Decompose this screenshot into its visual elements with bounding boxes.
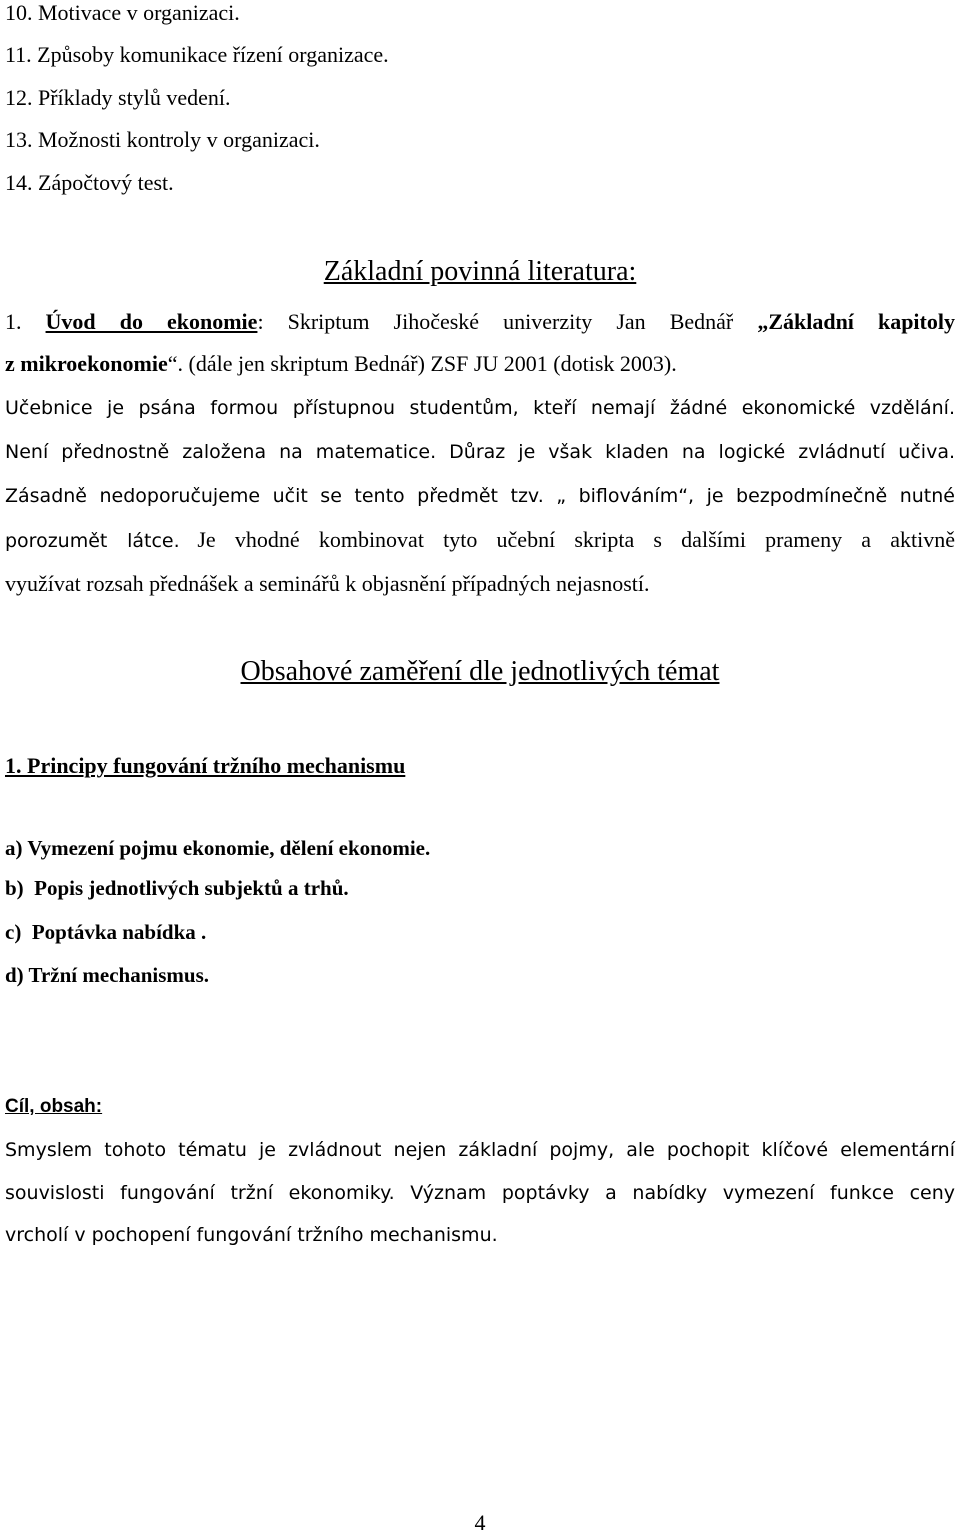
subtopic-item: b) Popis jednotlivých subjektů a trhů. — [5, 876, 349, 900]
topic-list-item: 13. Možnosti kontroly v organizaci. — [5, 127, 320, 152]
literature-description-line — [5, 527, 955, 553]
goal-heading-text: Cíl, obsah: — [5, 1096, 103, 1117]
literature-reference-line — [5, 309, 955, 335]
literature-description-line: Není přednostně založena na matematice. Důraz je však kladen na logické zvládnutí učiva. — [5, 441, 955, 463]
subtopic-item: a) Vymezení pojmu ekonomie, dělení ekonomie. — [5, 836, 431, 860]
literature-description-line: využívat rozsah přednášek a seminářů k objasnění případných nejasností. — [5, 571, 650, 596]
reference-details: “. (dále jen skriptum Bednář) ZSF JU 2001 (dotisk 2003). — [167, 351, 677, 376]
goal-line: souvislosti fungování tržní ekonomiky. Význam poptávky a nabídky vymezení funkce ceny — [5, 1182, 955, 1204]
description-segment: Je vhodné kombinovat tyto učební skripta s dalšími prameny a aktivně — [197, 527, 956, 552]
topic-list-item: 12. Příklady stylů vedení. — [5, 85, 231, 110]
literature-heading — [0, 255, 960, 289]
content-focus-heading-text: Obsahové zaměření dle jednotlivých témat — [240, 656, 720, 687]
description-segment: porozumět látce. — [5, 530, 180, 552]
subtopic-item: d) Tržní mechanismus. — [5, 963, 209, 987]
literature-description-line: Zásadně nedoporučujeme učit se tento předmět tzv. „ biflováním“, je bezpodmínečně nutné — [5, 485, 955, 507]
topic-list-item: 10. Motivace v organizaci. — [5, 0, 240, 25]
topic-title-text: 1. Principy fungování tržního mechanismu — [5, 753, 406, 778]
reference-source: : Skriptum Jihočeské univerzity Jan Bednář — [257, 309, 734, 334]
page-number: 4 — [474, 1510, 486, 1535]
reference-number: 1. — [5, 309, 22, 334]
reference-book-title: „Základní kapitoly — [757, 309, 955, 334]
goal-heading — [5, 1094, 955, 1120]
literature-description-line: Učebnice je psána formou přístupnou studentům, kteří nemají žádné ekonomické vzdělání. — [5, 397, 955, 419]
goal-line: Smyslem tohoto tématu je zvládnout nejen základní pojmy, ale pochopit klíčové elementární — [5, 1139, 955, 1161]
literature-reference-line — [5, 351, 955, 377]
reference-title: Úvod do ekonomie — [45, 309, 258, 334]
content-focus-heading — [0, 655, 960, 689]
subtopic-item: c) Poptávka nabídka . — [5, 920, 207, 944]
topic-list-item: 14. Zápočtový test. — [5, 170, 174, 195]
topic-list-item: 11. Způsoby komunikace řízení organizace. — [5, 42, 389, 67]
goal-line: vrcholí v pochopení fungování tržního mechanismu. — [5, 1224, 498, 1246]
topic-title — [5, 753, 955, 779]
literature-heading-text: Základní povinná literatura: — [323, 256, 637, 287]
reference-book-title: z mikroekonomie — [5, 351, 168, 376]
